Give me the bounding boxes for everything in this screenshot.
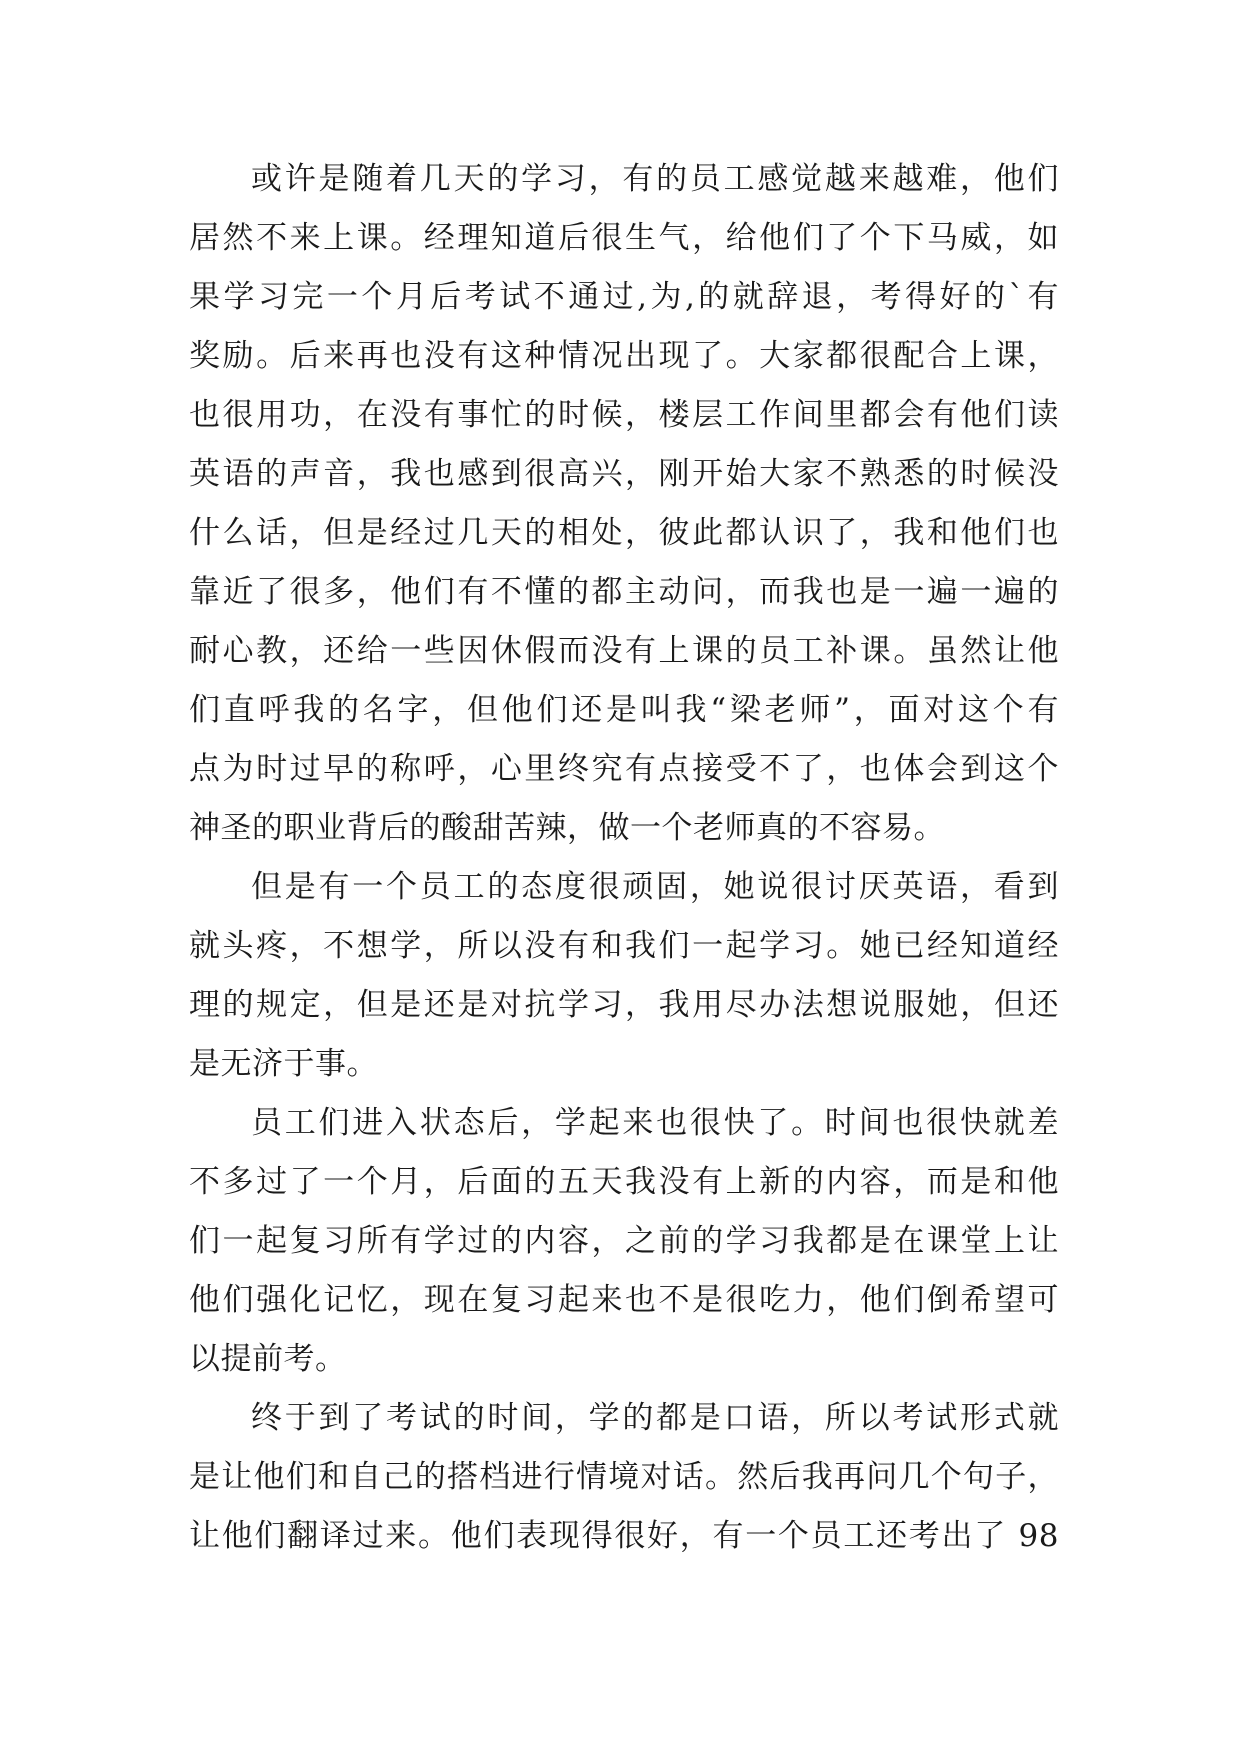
text-line: 是让他们和自己的搭档进行情境对话。然后我再问几个句子，: [189, 1459, 1059, 1495]
text-line: 居然不来上课。经理知道后很生气，给他们了个下马威，如: [189, 220, 1059, 256]
text-line: 理的规定，但是还是对抗学习，我用尽办法想说服她，但还: [189, 987, 1059, 1023]
text-line: 们直呼我的名字，但他们还是叫我“梁老师”，面对这个有: [189, 692, 1059, 728]
text-line: 果学习完一个月后考试不通过,为,的就辞退，考得好的`有: [189, 279, 1059, 315]
paragraph-2: [189, 858, 1059, 1094]
text-line: 不多过了一个月，后面的五天我没有上新的内容，而是和他: [189, 1164, 1059, 1200]
text-line: 或许是随着几天的学习，有的员工感觉越来越难，他们: [251, 161, 1059, 197]
text-line: 耐心教，还给一些因休假而没有上课的员工补课。虽然让他: [189, 633, 1059, 669]
text-line: 他们强化记忆，现在复习起来也不是很吃力，他们倒希望可: [189, 1282, 1059, 1318]
text-line: 以提前考。: [189, 1341, 347, 1377]
text-line: 们一起复习所有学过的内容，之前的学习我都是在课堂上让: [189, 1223, 1059, 1259]
text-line: 什么话，但是经过几天的相处，彼此都认识了，我和他们也: [189, 515, 1059, 551]
text-line: 奖励。后来再也没有这种情况出现了。大家都很配合上课，: [189, 338, 1059, 374]
paragraph-4: [189, 1389, 1059, 1566]
text-line: 神圣的职业背后的酸甜苦辣，做一个老师真的不容易。: [189, 810, 945, 846]
paragraph-3: [189, 1094, 1059, 1389]
text-line: 点为时过早的称呼，心里终究有点接受不了，也体会到这个: [189, 751, 1059, 787]
text-line: 英语的声音，我也感到很高兴，刚开始大家不熟悉的时候没: [189, 456, 1059, 492]
text-line: 就头疼，不想学，所以没有和我们一起学习。她已经知道经: [189, 928, 1059, 964]
text-line: 靠近了很多，他们有不懂的都主动问，而我也是一遍一遍的: [189, 574, 1059, 610]
paragraph-1: [189, 150, 1059, 858]
text-line: 让他们翻译过来。他们表现得很好，有一个员工还考出了 98: [189, 1518, 1059, 1554]
text-line: 也很用功，在没有事忙的时候，楼层工作间里都会有他们读: [189, 397, 1059, 433]
document-page: [189, 150, 1059, 1566]
text-line: 员工们进入状态后，学起来也很快了。时间也很快就差: [251, 1105, 1059, 1141]
text-line: 终于到了考试的时间，学的都是口语，所以考试形式就: [251, 1400, 1059, 1436]
text-line: 但是有一个员工的态度很顽固，她说很讨厌英语，看到: [251, 869, 1059, 905]
text-line: 是无济于事。: [189, 1046, 378, 1082]
